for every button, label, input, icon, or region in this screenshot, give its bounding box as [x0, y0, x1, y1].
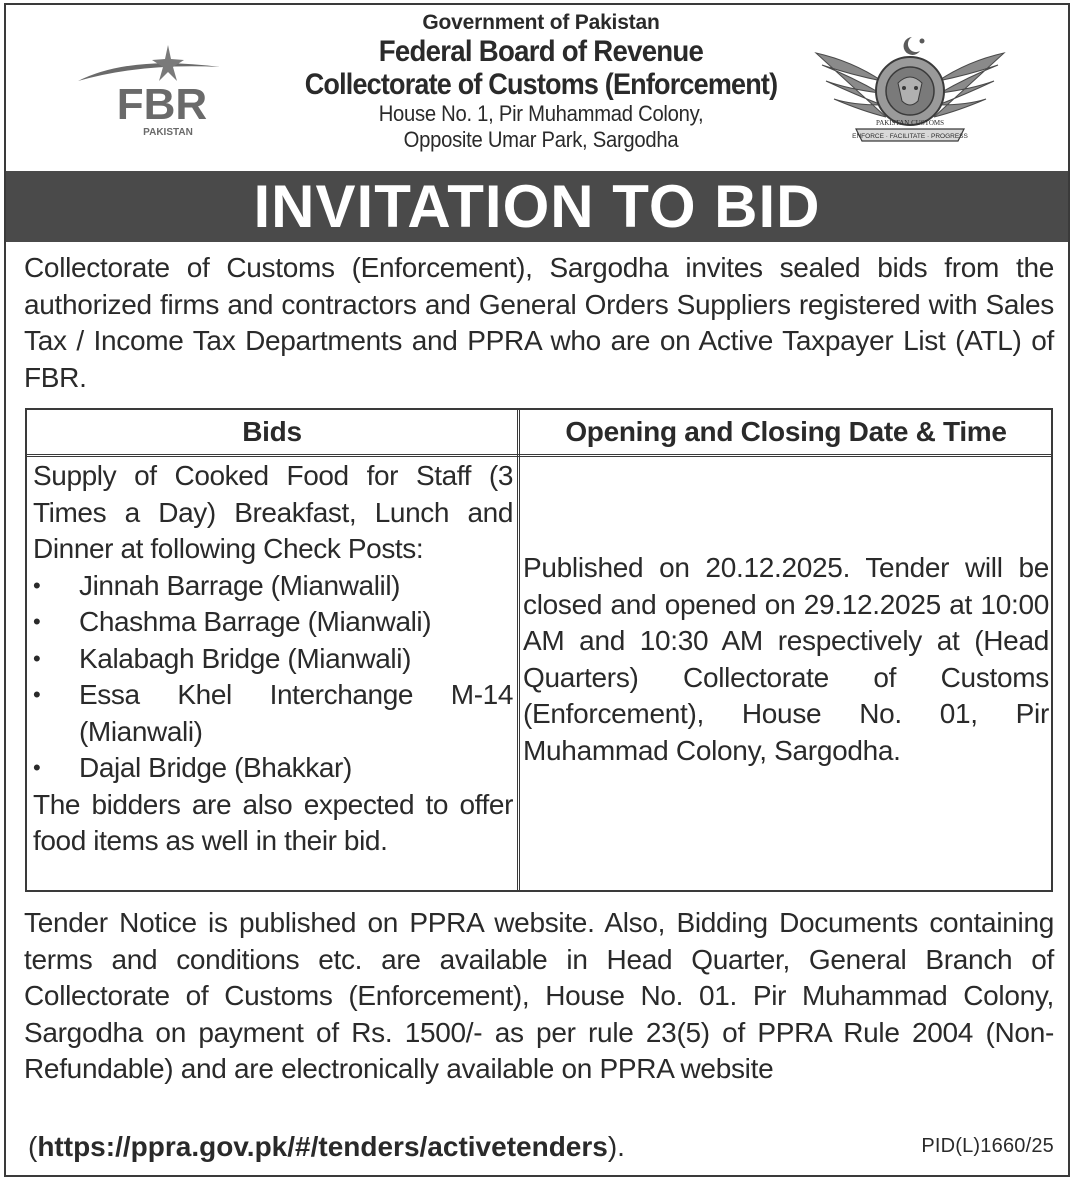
- emblem-ring-text: PAKISTAN CUSTOMS: [875, 119, 945, 127]
- bullet: •: [33, 682, 41, 707]
- check-post-name: Essa Khel Interchange M-14 (Mianwali): [79, 679, 513, 747]
- list-item: [33, 604, 513, 641]
- bullet: •: [33, 609, 41, 634]
- bullet: •: [33, 645, 41, 671]
- board-name: Federal Board of Revenue: [378, 35, 704, 68]
- url-open-paren: (: [28, 1131, 38, 1162]
- footer-paragraph: Tender Notice is published on PPRA website. Also, Bidding Documents containing terms and conditions etc. are available in Head Quarter, General Branch of Collectorate of Customs (Enforcement), House No. 01. Pir Muhammad Colony, Sargodha on payment of Rs. 1500/- as per rule 23(5) of PPRA Rule 2004 (Non-Refundable) and are electronically available on PPRA website: [24, 907, 1054, 1084]
- address-line-1: House No. 1, Pir Muhammad Colony,: [378, 101, 704, 126]
- notice-header: [6, 5, 1068, 171]
- fbr-logo-subtext: PAKISTAN: [143, 127, 193, 138]
- table-header-bids: Bids: [242, 416, 302, 447]
- url-close-paren: ).: [607, 1131, 625, 1162]
- table-header-dates: Opening and Closing Date & Time: [565, 416, 1007, 447]
- check-post-name: Chashma Barrage (Mianwali): [79, 606, 432, 637]
- pakistan-customs-emblem: [812, 31, 1008, 147]
- list-item: [33, 641, 513, 678]
- header-divider: [27, 454, 1051, 457]
- schedule-cell: Published on 20.12.2025. Tender will be closed and opened on 29.12.2025 at 10:00 AM and 10:30 AM respectively at (Head Quarters) Collectorate of Customs (Enforcement), House No. 01, Pir Muhammad Colony, Sargodha.: [523, 552, 1049, 766]
- check-post-name: Jinnah Barrage (Mianwalil): [79, 569, 401, 601]
- bullet: •: [33, 755, 41, 780]
- bid-note: The bidders are also expected to offer food items as well in their bid.: [33, 788, 513, 856]
- collectorate-name: Collectorate of Customs (Enforcement): [304, 68, 778, 101]
- pid-number: PID(L)1660/25: [921, 1135, 1054, 1157]
- check-post-name: Dajal Bridge (Bhakkar): [79, 752, 352, 783]
- bids-cell: [33, 458, 513, 860]
- fbr-logo-text: FBR: [116, 80, 208, 129]
- bid-table: [25, 408, 1053, 892]
- bullet: •: [33, 572, 41, 598]
- address-line-2: Opposite Umar Park, Sargodha: [403, 127, 679, 152]
- list-item: [33, 750, 513, 787]
- column-divider: [517, 410, 520, 890]
- fbr-logo: [70, 41, 250, 141]
- notice-title: INVITATION TO BID: [6, 171, 1068, 242]
- intro-paragraph: Collectorate of Customs (Enforcement), Sargodha invites sealed bids from the authorized firms and contractors and General Orders Suppliers registered with Sales Tax / Income Tax Departments and PPRA who are on Active Taxpayer List (ATL) of FBR.: [24, 252, 1054, 393]
- issuer-block: [256, 11, 826, 153]
- tender-url-link[interactable]: https://ppra.gov.pk/#/tenders/activetenders: [37, 1131, 608, 1162]
- tender-notice: [4, 3, 1070, 1177]
- check-post-list: [33, 568, 513, 787]
- bid-description: Supply of Cooked Food for Staff (3 Times a Day) Breakfast, Lunch and Dinner at following Check Posts:: [33, 460, 513, 564]
- government-name: Government of Pakistan: [422, 11, 660, 34]
- list-item: [33, 568, 513, 605]
- tender-url-line: [28, 1127, 625, 1167]
- emblem-motto: ENFORCE · FACILITATE · PROGRESS: [852, 133, 968, 140]
- check-post-name: Kalabagh Bridge (Mianwali): [79, 642, 411, 674]
- list-item: [33, 677, 513, 750]
